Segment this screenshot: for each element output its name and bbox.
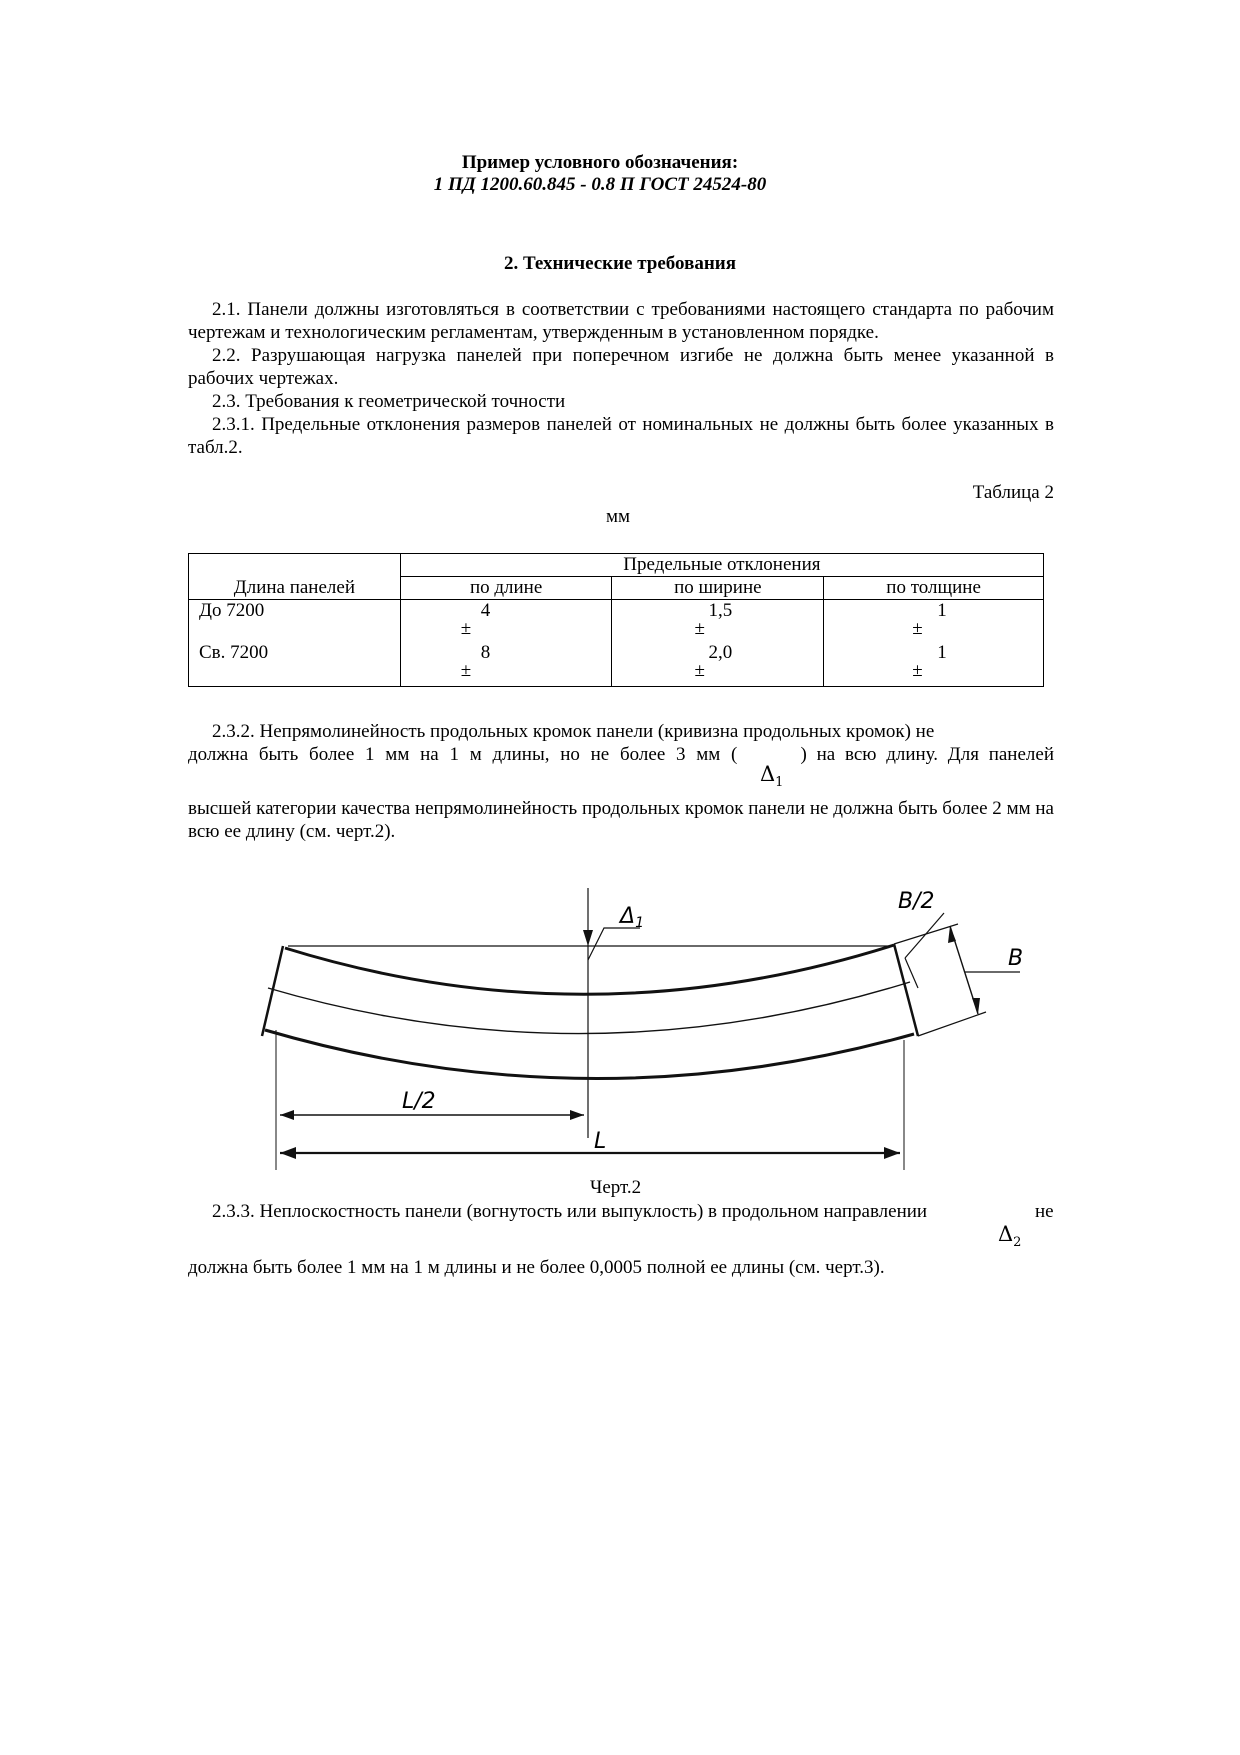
paragraph-2-3-3-end: не [1035,1201,1054,1222]
plus-minus: ± [912,660,923,681]
paragraph-2-3-3-line1: 2.3.3. Неплоскостность панели (вогнутость или выпуклость) в продольном направлении [212,1201,928,1222]
paragraph-2-3-1: 2.3.1. Предельные отклонения размеров панелей от номинальных не должны быть более указанных в табл.2. [188,414,1054,458]
right-end [894,944,918,1036]
paragraph-2-3-2-line2: должна быть более 1 мм на 1 м длины, но не более 3 мм ( ) на всю длину. Для панелей [188,744,1054,765]
value-by-length: 8 [480,642,491,663]
paragraph-2-1: 2.1. Панели должны изготовляться в соответствии с требованиями настоящего стандарта по рабочим чертежам и технологическим регламентам, утвержденным в установленном порядке. [188,299,1054,343]
bottom-edge-curve [265,1030,914,1079]
plus-minus: ± [460,660,472,681]
paragraph-2-2: 2.2. Разрушающая нагрузка панелей при поперечном изгибе не должна быть менее указанной в рабочих чертежах. [188,345,1054,389]
b-label: B [1008,946,1024,971]
header-length: Длина панелей [189,554,401,600]
table-caption: Таблица 2 [972,482,1054,503]
paragraph-2-3: 2.3. Требования к геометрической точности [212,391,566,412]
row-length: Св. 7200 [199,642,269,663]
paragraph-2-3-2-line1: 2.3.2. Непрямолинейность продольных кромок панели (кривизна продольных кромок) не [212,721,935,742]
delta-leader [588,928,640,960]
section-title: 2. Технические требования [503,253,737,274]
b-half-label: B/2 [898,889,935,914]
paragraph-2-3-3-line2: должна быть более 1 мм на 1 м длины и не более 0,0005 полной ее длины (см. черт.3). [188,1257,885,1278]
row-length: До 7200 [199,600,265,621]
value-by-width: 2,0 [708,642,733,663]
plus-minus: ± [912,618,923,639]
header-group: Предельные отклонения [400,554,1043,577]
top-edge-curve [285,945,894,994]
value-by-width: 1,5 [708,600,733,621]
header-by-length: по длине [400,577,612,600]
plus-minus: ± [460,618,472,639]
value-by-thickness: 1 [937,642,947,663]
l-half-label: L/2 [402,1089,436,1114]
delta-2-symbol: $\Delta_2$ [998,1222,1022,1251]
plus-minus: ± [694,660,705,681]
value-by-thickness: 1 [937,600,947,621]
table-unit: мм [606,506,631,527]
drawing-caption: Черт.2 [590,1177,642,1198]
header-by-thickness: по толщине [824,577,1044,600]
middle-line [268,982,910,1034]
l-label: L [594,1129,607,1154]
designation-code: 1 ПД 1200.60.845 - 0.8 П ГОСТ 24524-80 [433,174,767,195]
plus-minus: ± [694,618,705,639]
designation-label: Пример условного обозначения: [461,152,739,173]
value-by-length: 4 [480,600,491,621]
header-by-width: по ширине [612,577,824,600]
delta-1-label: Δ1 [620,904,644,931]
delta-1-symbol: $\Delta_1$ [760,762,784,791]
paragraph-2-3-2-rest: высшей категории качества непрямолинейность продольных кромок панели не должна быть более 2 мм на всю ее длину (см. черт.2). [188,798,1054,842]
